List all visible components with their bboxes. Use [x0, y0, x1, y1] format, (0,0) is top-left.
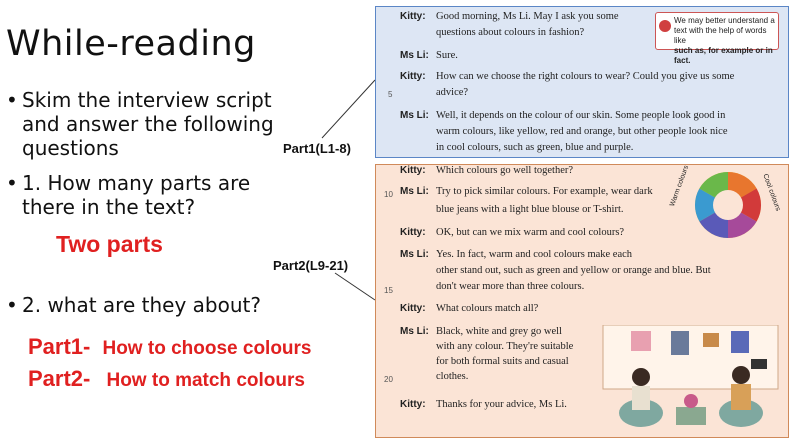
page-title: While-reading	[6, 24, 256, 64]
bullet-line: 2. what are they about?	[22, 293, 261, 317]
bullet-line: 1. How many parts are	[22, 171, 251, 195]
shoes-icon	[751, 359, 767, 369]
connector-part1	[322, 80, 375, 138]
girl-head	[632, 368, 650, 386]
table	[676, 407, 706, 425]
flowers-icon	[684, 394, 698, 408]
answer-part1: Part1- How to choose colours	[28, 334, 312, 359]
bullet-line: Skim the interview script	[22, 88, 272, 112]
tip-icon	[659, 20, 671, 32]
bullet-line: questions	[22, 136, 119, 160]
hat-icon	[703, 333, 719, 347]
cool-colours-label: Cool colours	[761, 173, 782, 212]
pink-jacket-icon	[631, 331, 651, 351]
script-part2: Warm colours Cool colours Kitty: Which colours go well together? Ms Li: 10 Try to pick similar colours. For example, wear dark blue jeans with a light blue blouse or T-shirt. Kitty: OK, but can we mix warm and cool colours? Ms Li: Yes. In fact, warm and cool colours make each other stand out, such as green and yellow or orange and blue. But don't wear more than three colours. 15 Kitty: What colours match all? Ms Li: Black, white and grey go well with any colour. They're suitable for both formal suits and casual clothes. 20 Kitty: Thanks for your advice, Ms Li.	[375, 164, 789, 438]
jeans-icon	[671, 331, 689, 355]
answer-part2: Part2- How to match colours	[28, 366, 305, 391]
connector-part2	[335, 273, 375, 300]
woman-head	[732, 366, 750, 384]
part2-label: Part2(L9-21)	[273, 258, 349, 273]
answer-two-parts: Two parts	[56, 231, 163, 257]
shop-illustration	[601, 325, 781, 433]
trousers-icon	[731, 331, 749, 353]
script-part1: We may better understand a text with the help of words like such as, for example or in fact. Kitty: Good morning, Ms Li. May I ask you some questions about colours in fashion? Ms Li: Sure. Kitty: How can we choose the right colours to wear? Could you give us some advice? 5 Ms Li: Well, it depends on the colour of our skin. Some people look good in warm colours, like yellow, red and orange, but other people look nice in cool colours, such as green, blue and purple.	[375, 6, 789, 158]
bullet-line: and answer the following	[22, 112, 274, 136]
tip-note: We may better understand a text with the help of words like such as, for example or in fact.	[655, 12, 779, 50]
warm-colours-label: Warm colours	[669, 164, 691, 208]
bullet-line: there in the text?	[22, 195, 196, 219]
part1-label: Part1(L1-8)	[283, 141, 351, 156]
